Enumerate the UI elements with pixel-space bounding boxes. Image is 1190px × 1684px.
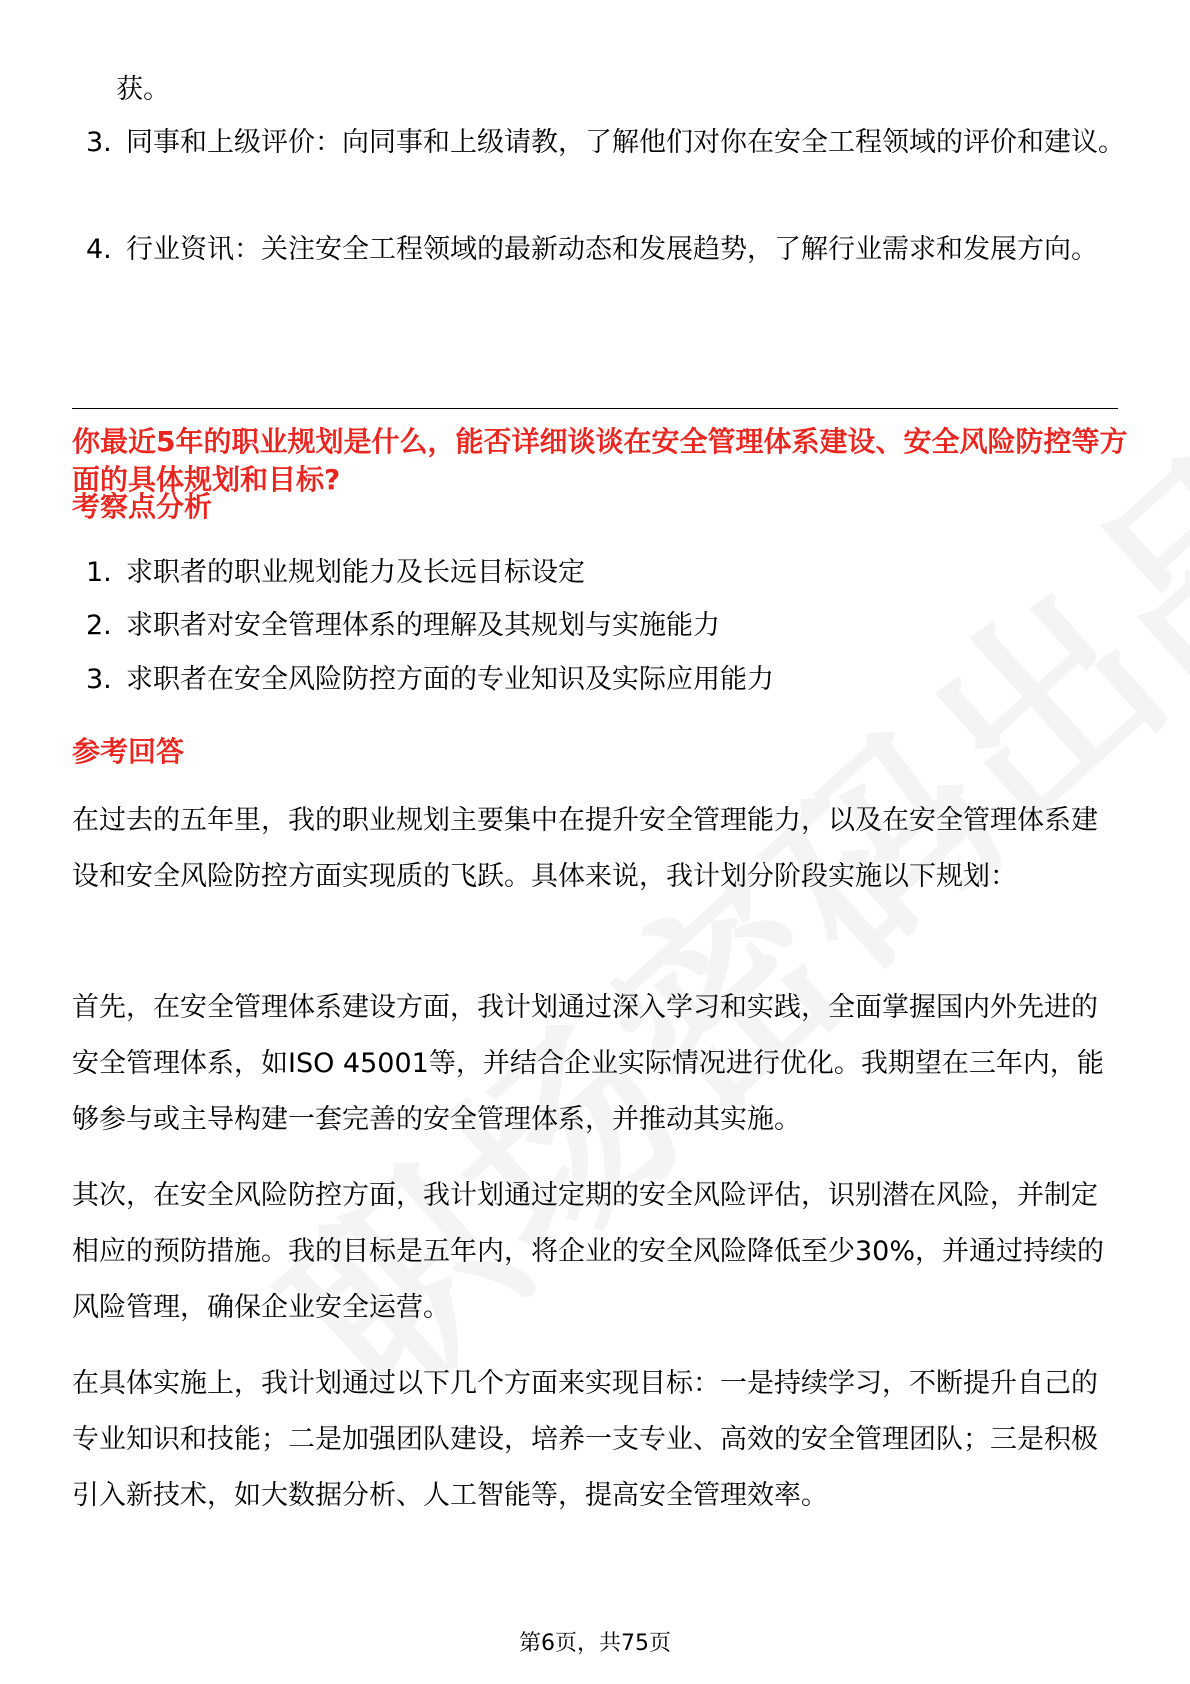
answer-paragraph: 在过去的五年里，我的职业规划主要集中在提升安全管理能力，以及在安全管理体系建设和安全风险防控方面实现质的飞跃。具体来说，我计划分阶段实施以下规划：: [72, 805, 1098, 892]
list-number: 1.: [86, 557, 112, 588]
list-number: 3.: [86, 664, 112, 695]
list-item: [86, 545, 1126, 601]
list-item: [86, 598, 1126, 654]
question-title: 你最近5年的职业规划是什么，能否详细谈谈在安全管理体系建设、安全风险防控等方面的具体规划和目标?: [72, 425, 1128, 496]
list-number: 2.: [86, 610, 112, 641]
list-item: [86, 115, 1126, 171]
page-number: 第6页，共75页: [519, 1631, 671, 1656]
list-text: 求职者在安全风险防控方面的专业知识及实际应用能力: [126, 664, 774, 695]
section-divider: [72, 408, 1118, 409]
list-item: [86, 222, 1126, 278]
list-text: 行业资讯：关注安全工程领域的最新动态和发展趋势，了解行业需求和发展方向。: [126, 234, 1098, 265]
list-text: 求职者的职业规划能力及长远目标设定: [126, 557, 585, 588]
answer-paragraph: 在具体实施上，我计划通过以下几个方面来实现目标：一是持续学习，不断提升自己的专业知识和技能；二是加强团队建设，培养一支专业、高效的安全管理团队；三是积极引入新技术，如大数据分析、人工智能等，提高安全管理效率。: [72, 1368, 1098, 1511]
answer-paragraph: 首先，在安全管理体系建设方面，我计划通过深入学习和实践，全面掌握国内外先进的安全管理体系，如ISO 45001等，并结合企业实际情况进行优化。我期望在三年内，能够参与或主导构建一套完善的安全管理体系，并推动其实施。: [72, 992, 1104, 1135]
list-item-continuation: 获。: [116, 74, 170, 105]
answer-paragraph: 其次，在安全风险防控方面，我计划通过定期的安全风险评估，识别潜在风险，并制定相应的预防措施。我的目标是五年内，将企业的安全风险降低至少30%，并通过持续的风险管理，确保企业安全运营。: [72, 1180, 1105, 1323]
list-number: 4.: [86, 234, 112, 265]
list-number: 3.: [86, 127, 112, 158]
analysis-heading: 考察点分析: [72, 490, 213, 523]
list-text: 求职者对安全管理体系的理解及其规划与实施能力: [126, 610, 720, 641]
list-text: 同事和上级评价：向同事和上级请教，了解他们对你在安全工程领域的评价和建议。: [126, 127, 1125, 158]
answer-heading: 参考回答: [72, 735, 185, 768]
list-item: [86, 652, 1126, 708]
